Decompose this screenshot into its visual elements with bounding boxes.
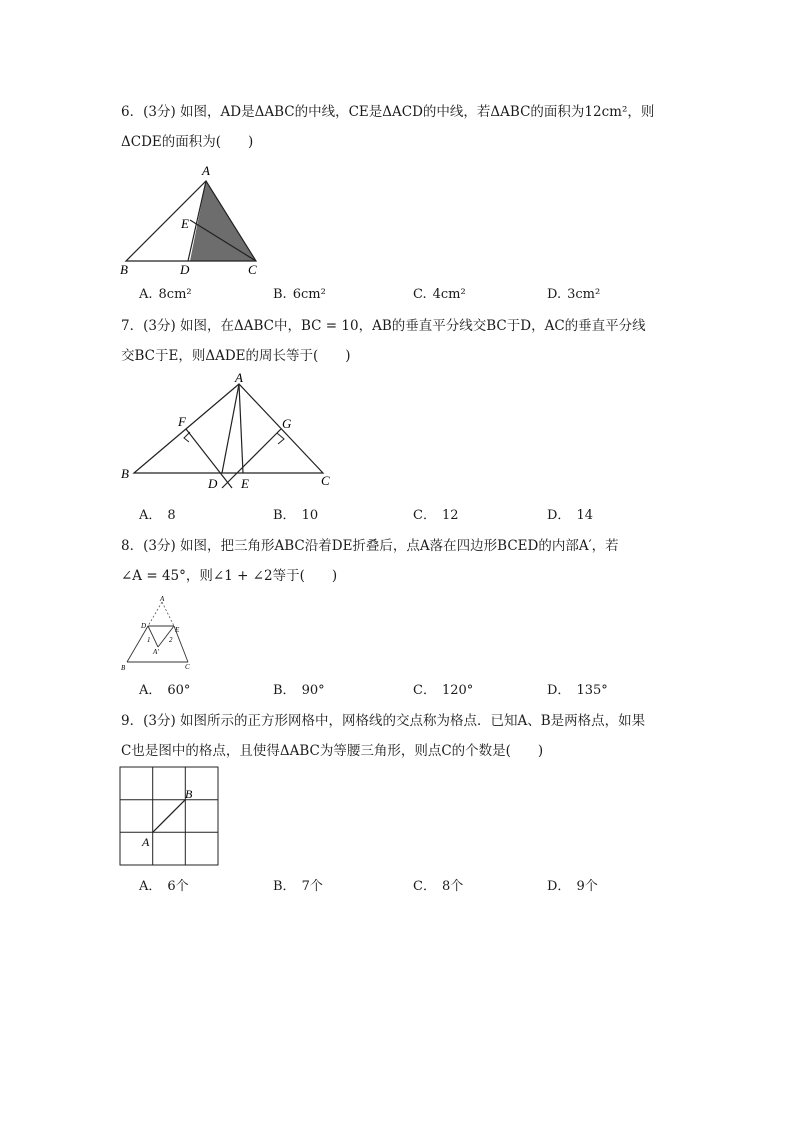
label-d: D: [141, 622, 147, 630]
segment-ad: [222, 384, 239, 473]
q9-option-b[interactable]: B． 7个: [273, 879, 323, 894]
q6-figure: [118, 162, 268, 277]
q7-options: [139, 504, 659, 524]
q8-text-line-2: ∠A = 45°，则∠1 + ∠2等于( ): [121, 568, 338, 584]
q9-option-a[interactable]: A． 6个: [139, 879, 189, 894]
segment-ae: [239, 384, 243, 473]
label-e: E: [175, 626, 180, 634]
q9-options: [139, 875, 659, 895]
q9-figure: [119, 766, 221, 868]
label-c: C: [321, 473, 330, 488]
label-d: D: [180, 262, 190, 277]
label-b: B: [120, 262, 128, 277]
q6-options: [139, 287, 659, 307]
label-angle-2: 2: [169, 636, 173, 644]
segment-ab: [153, 800, 186, 833]
label-c: C: [248, 262, 257, 277]
folded-ad: [148, 602, 162, 626]
perp-bisector-ac: [222, 429, 281, 488]
q8-option-d[interactable]: D． 135°: [547, 683, 608, 698]
q7-option-a[interactable]: A． 8: [139, 508, 176, 523]
label-d: D: [208, 476, 218, 491]
q6-option-a[interactable]: A. 8cm²: [139, 287, 192, 302]
label-a-prime: A′: [153, 648, 159, 656]
q9-text-line-1: 9．(3分) 如图所示的正方形网格中，网格线的交点称为格点．已知A、B是两格点，如果: [121, 713, 646, 729]
triangle-abc: [134, 384, 323, 473]
q6-option-b[interactable]: B. 6cm²: [273, 287, 326, 302]
label-a: A: [160, 595, 165, 603]
label-g: G: [282, 416, 292, 431]
q8-option-c[interactable]: C． 120°: [413, 683, 474, 698]
label-b: B: [185, 787, 193, 801]
q7-figure: [118, 370, 338, 495]
label-e: E: [241, 476, 249, 491]
q8-figure: [118, 592, 198, 672]
label-a: A: [142, 835, 150, 849]
q7-text-line-1: 7．(3分) 如图，在ΔABC中，BC = 10，AB的垂直平分线交BC于D，AC的垂直平分线: [121, 318, 646, 334]
label-e: E: [181, 216, 189, 231]
label-a: A: [235, 370, 243, 385]
label-c: C: [185, 663, 190, 671]
label-angle-1: 1: [147, 636, 151, 644]
q8-text-line-1: 8．(3分) 如图，把三角形ABC沿着DE折叠后，点A落在四边形BCED的内部A′，若: [121, 538, 619, 554]
q7-text-line-2: 交BC于E，则ΔADE的周长等于( ): [121, 348, 351, 364]
label-b: B: [121, 664, 126, 672]
label-b: B: [121, 466, 129, 481]
q6-text-line-2: ΔCDE的面积为( ): [121, 134, 254, 150]
q6-option-c[interactable]: C. 4cm²: [413, 287, 466, 302]
q6-option-d[interactable]: D. 3cm²: [547, 287, 601, 302]
label-f: F: [178, 414, 186, 429]
q7-option-d[interactable]: D． 14: [547, 508, 593, 523]
q8-option-b[interactable]: B． 90°: [273, 683, 325, 698]
right-angle-g: [277, 433, 284, 444]
segment-db: [127, 626, 148, 662]
q7-option-c[interactable]: C． 12: [413, 508, 459, 523]
q8-option-a[interactable]: A． 60°: [139, 683, 191, 698]
q9-text-line-2: C也是图中的格点，且使得ΔABC为等腰三角形，则点C的个数是( ): [121, 743, 544, 759]
label-a: A: [202, 163, 210, 178]
shaded-triangle-cde: [190, 181, 256, 261]
right-angle-f: [184, 432, 190, 442]
q8-options: [139, 679, 659, 699]
q7-option-b[interactable]: B． 10: [273, 508, 319, 523]
q9-option-d[interactable]: D． 9个: [547, 879, 598, 894]
q9-option-c[interactable]: C． 8个: [413, 879, 464, 894]
folded-ae: [162, 602, 174, 626]
q6-text-line-1: 6．(3分) 如图，AD是ΔABC的中线，CE是ΔACD的中线，若ΔABC的面积为12cm²，则: [121, 104, 655, 120]
